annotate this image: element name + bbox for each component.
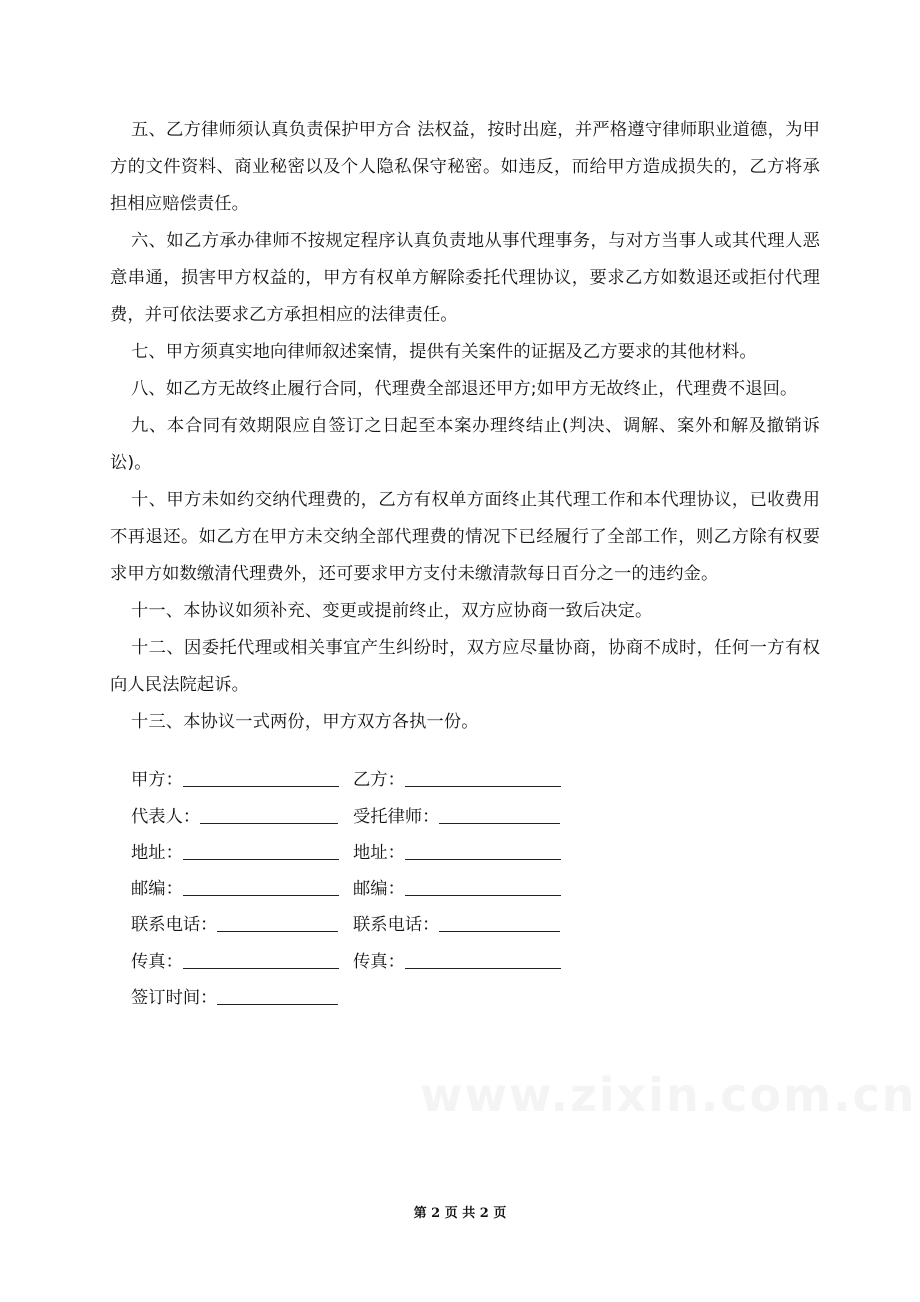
address-a-field [131, 835, 339, 871]
page-footer: 第 2 页 共 2 页 [413, 1206, 507, 1221]
party-a-label: 甲方： [131, 770, 183, 790]
clause-5: 五、乙方律师须认真负责保护甲方合 法权益，按时出庭，并严格遵守律师职业道德，为甲方的文件资料、商业秘密以及个人隐私保守秘密。如违反，而给甲方造成损失的，乙方将承担相应赔偿责任。 [110, 120, 820, 214]
fax-b-blank [405, 944, 561, 969]
fax-a-label: 传真： [131, 952, 183, 972]
phone-a-field [131, 907, 338, 943]
clause-7: 七、甲方须真实地向律师叙述案情，提供有关案件的证据及乙方要求的其他材料。 [131, 342, 757, 362]
contract-clauses [110, 112, 820, 741]
address-b-blank [405, 835, 561, 860]
phone-b-blank [439, 907, 560, 932]
phone-b-field [353, 907, 560, 943]
representative-field [131, 799, 338, 835]
clause-13: 十三、本协议一式两份，甲方双方各执一份。 [131, 712, 479, 732]
address-b-label: 地址： [353, 843, 405, 863]
lawyer-label: 受托律师： [353, 807, 440, 827]
phone-b-label: 联系电话： [353, 915, 440, 935]
address-b-field [353, 835, 561, 871]
fax-a-blank [183, 944, 339, 969]
postcode-b-label: 邮编： [353, 879, 405, 899]
postcode-a-field [131, 871, 339, 907]
fax-b-field [353, 944, 561, 980]
clause-8: 八、如乙方无故终止履行合同，代理费全部退还甲方;如甲方无故终止，代理费不退回。 [131, 379, 798, 399]
party-a-blank [183, 762, 339, 787]
party-b-label: 乙方： [353, 770, 405, 790]
watermark: www.zixin.com.cn [420, 1068, 917, 1122]
fax-b-label: 传真： [353, 952, 405, 972]
phone-a-label: 联系电话： [131, 915, 218, 935]
sign-date-blank [217, 980, 338, 1005]
party-a-field [131, 762, 339, 798]
party-b-field [353, 762, 561, 798]
lawyer-field [353, 799, 560, 835]
representative-label: 代表人： [131, 807, 201, 827]
clause-12: 十二、因委托代理或相关事宜产生纠纷时，双方应尽量协商，协商不成时，任何一方有权向人民法院起诉。 [110, 638, 820, 695]
clause-11: 十一、本协议如须补充、变更或提前终止，双方应协商一致后决定。 [131, 601, 653, 621]
sign-date-field [131, 980, 338, 1016]
postcode-b-blank [405, 871, 561, 896]
address-a-blank [183, 835, 339, 860]
postcode-b-field [353, 871, 561, 907]
party-b-blank [405, 762, 561, 787]
address-a-label: 地址： [131, 843, 183, 863]
sign-date-label: 签订时间： [131, 988, 218, 1008]
clause-10: 十、甲方未如约交纳代理费的，乙方有权单方面终止其代理工作和本代理协议，已收费用不再退还。如乙方在甲方未交纳全部代理费的情况下已经履行了全部工作，则乙方除有权要求甲方如数缴清代理费外，还可要求甲方支付未缴清款每日百分之一的违约金。 [110, 490, 820, 584]
clause-6: 六、如乙方承办律师不按规定程序认真负责地从事代理事务，与对方当事人或其代理人恶意串通，损害甲方权益的，甲方有权单方解除委托代理协议，要求乙方如数退还或拒付代理费，并可依法要求乙方承担相应的法律责任。 [110, 231, 820, 325]
lawyer-blank [439, 799, 560, 824]
postcode-a-label: 邮编： [131, 879, 183, 899]
representative-blank [200, 799, 338, 824]
clause-9: 九、本合同有效期限应自签订之日起至本案办理终结止(判决、调解、案外和解及撤销诉讼)。 [110, 416, 820, 473]
postcode-a-blank [183, 871, 339, 896]
phone-a-blank [217, 907, 338, 932]
fax-a-field [131, 944, 339, 980]
